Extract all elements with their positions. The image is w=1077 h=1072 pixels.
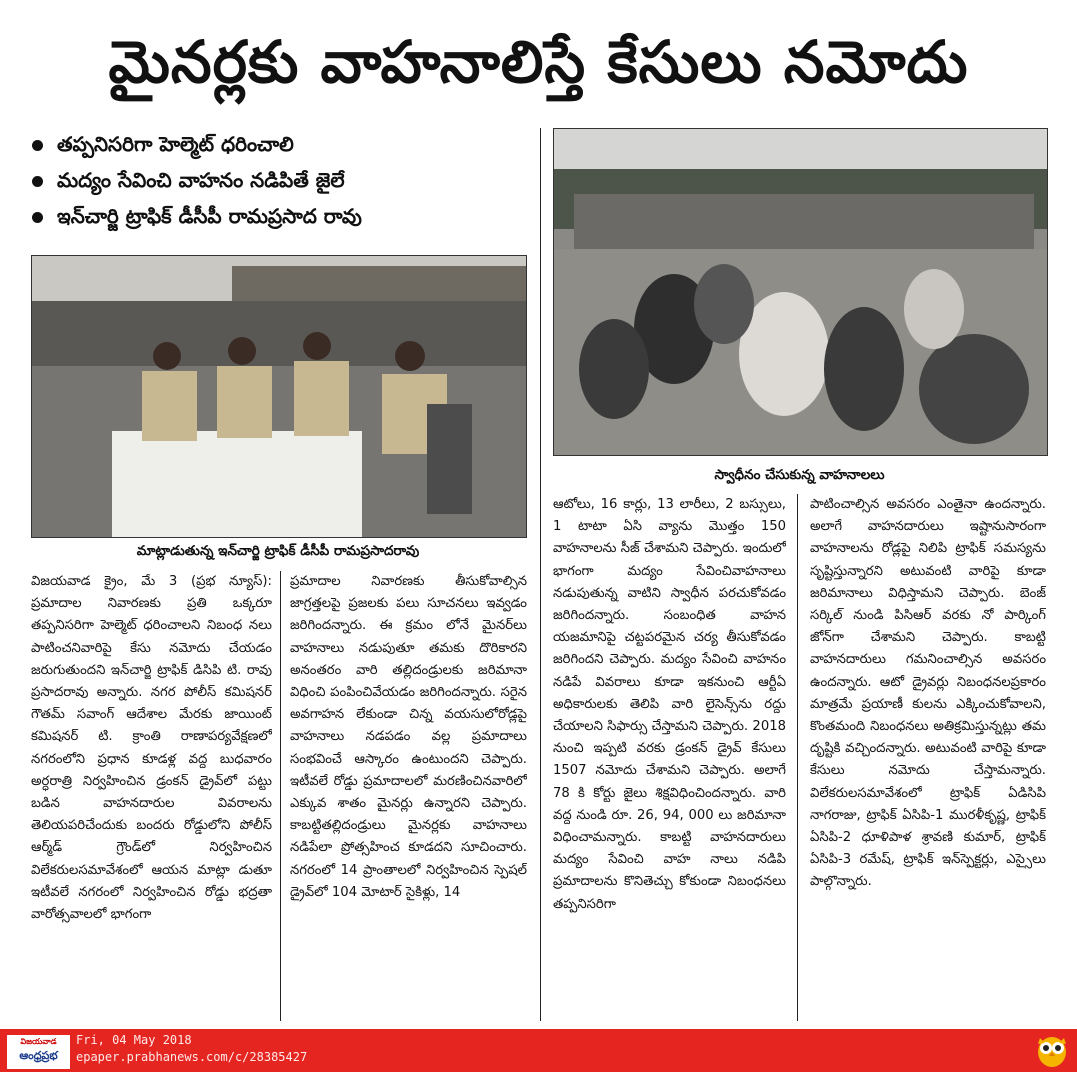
article-column-1: విజయవాడ క్రైం, మే 3 (ప్రభ న్యూస్): ప్రమాదాల నివారణకు ప్రతి ఒక్కరూ తప్పనిసరిగా హెల్మెట్ ధరించాలని నిబంధ నలు పాటించనివారిపై కేసు నమోదు చేయడం జరుగుతుందని ఇన్‌చార్జి ట్రాఫిక్ డిసిపి టి. రావు ప్రసాదరావు అన్నారు. నగర పోలీస్ కమిషనర్ గౌతమ్ సవాంగ్ ఆదేశాల మేరకు జాయింట్ కమిషనర్ టి. క్రాంతి రాణాపర్యవేక్షణలో నగరంలోని ప్రధాన కూడళ్ల వద్ద బుధవారం అర్ధరాత్రి నిర్వహించిన డ్రంకన్ డ్రైవ్‌లో పట్టు బడిన వాహనదారుల వివరాలను తెలియపరిచేందుకు బందరు రోడ్డులోని పోలీస్ ఆర్మ్‌డ్ గ్రౌండ్‌లో నిర్వహించిన విలేకరులసమావేశంలో ఆయన మాట్లా డుతూ ఇటీవలే నగరంలో నిర్వహించిన రోడ్డు భద్రతా వారోత్సవాలలో భాగంగా (31, 574, 272, 923)
epaper-footer (0, 1029, 1077, 1072)
article-column-3: ఆటోలు, 16 కార్లు, 13 లారీలు, 2 బస్సులు, 1 టాటా ఏసి వ్యాను మొత్తం 150 వాహనాలను సీజ్ చేశామని చెప్పారు. ఇందులో భాగంగా మద్యం సేవించివాహనాలు నడుపుతున్న వాటిని స్వాధీన పరచుకోవడం జరిగిందన్నారు. సంబంధిత వాహన యజమానిపై చట్టపరమైన చర్య తీసుకోవడం జరిగిందని చెప్పారు. మద్యం సేవించి వాహనం నడిపే వివరాలు కూడా ఇకనుంచి ఆర్టీఏ అధికారులకు తెలిపి వారి లైసెన్స్‌ను రద్దు చేయాలని సిఫార్సు చేస్తామని చెప్పారు. 2018 నుంచి ఇప్పటి వరకు డ్రంకన్ డ్రైవ్ కేసులు 1507 నమోదు చేశామని చెప్పారు. అలాగే 78 కి కోర్టు జైలు శిక్షవిధించిందన్నారు. వారి వద్ద నుండి రూ. 26, 94, 000 లు జరిమానా విధించామన్నారు. కాబట్టి వాహనదారులు మద్యం సేవించి వాహ నాలు నడిపి ప్రమాదాలను కొనితెచ్చు కోకుండా నిబంధనలు తప్పనిసరిగా (553, 497, 786, 912)
press-meet-caption: మాట్లాడుతున్న ఇన్‌చార్జి ట్రాఫిక్ డీసీపీ రామప్రసాదరావు (136, 543, 420, 559)
bullet-item: తప్పనిసరిగా హెల్మెట్ ధరించాలి (32, 126, 542, 162)
seized-vehicles-illustration (554, 129, 1047, 455)
bullet-dot-icon (32, 140, 43, 151)
bullet-dot-icon (32, 176, 43, 187)
owl-mascot-icon[interactable] (1035, 1032, 1069, 1068)
press-meet-illustration (32, 256, 526, 537)
column-divider (540, 128, 541, 1021)
article-column-4: పాటించాల్సిన అవసరం ఎంతైనా ఉందన్నారు. అలాగే వాహనదారులు ఇష్టానుసారంగా వాహనాలను రోడ్లపై నిలిపి ట్రాఫిక్ సమస్యను సృష్టిస్తున్నారని అటువంటి వారిపై కూడా జరిమానాలు విధిస్తామని చెప్పారు. బెంజ్ సర్కిల్ నుండి పిసిఆర్ వరకు నో పార్కింగ్ జోన్‌గా చేశామని చెప్పారు. కాబట్టి వాహనదారులు గమనించాల్సిన అవసరం ఉందన్నారు. ఆటో డ్రైవర్లు నిబంధనలప్రకారం మాత్రమే ప్రయాణీ కులను ఎక్కించుకోవాలని, కొంతమంది నిబంధనలు అతిక్రమిస్తున్నట్లు తమ దృష్టికి వచ్చిందన్నారు. అటువంటి వారిపై కూడా కేసులు నమోదు చేస్తామన్నారు. విలేకరులసమావేశంలో ట్రాఫిక్ ఏడిసిపి నాగరాజు, ట్రాఫిక్ ఏసిపి-1 మురళీకృష్ణ, ట్రాఫిక్ ఏసిపి-2 ధూళిపాళ శ్రావణి కుమార్, ట్రాఫిక్ ఏసిపి-3 రమేష్, ట్రాఫిక్ ఇన్‌స్పెక్టర్లు, ఎస్సైలు పాల్గొన్నారు. (810, 497, 1046, 890)
press-meet-photo (31, 255, 527, 538)
logo-edition: విజయవాడ (20, 1037, 57, 1046)
seized-vehicles-photo (553, 128, 1048, 456)
bullet-dot-icon (32, 212, 43, 223)
headline: మైనర్లకు వాహనాలిస్తే కేసులు నమోదు (108, 28, 969, 96)
article-column-2: ప్రమాదాల నివారణకు తీసుకోవాల్సిన జాగ్రత్తలపై ప్రజలకు పలు సూచనలు ఇవ్వడం జరిగిందన్నారు. ఈ క్రమం లోనే మైనర్‌లు వాహనాలు నడుపుతూ తమకు దొరికారని అనంతరం వారి తల్లిదండ్రులకు జరిమానా విధించి పంపించివేయడం జరిగిందన్నారు. సరైన అవగాహన లేకుండా చిన్న వయసులోరోడ్లపై వాహనాలు నడపడం వల్ల ప్రమాదాలు సంభవించే ఆస్కారం ఉంటుందని చెప్పారు. ఇటీవలే రోడ్డు ప్రమాదాలలో మరణించినవారిలో ఎక్కువ శాతం మైనర్లు ఉన్నారని చెప్పారు. కాబట్టితల్లిదండ్రులు మైనర్లకు వాహనాలు నడిపేలా ప్రోత్సహించ కూడదని సూచించారు. నగరంలో 14 ప్రాంతాలలో నిర్వహించిన స్పెషల్ డ్రైవ్‌లో 104 మోటార్ సైకిళ్లు, 14 (290, 574, 527, 900)
column-divider (280, 571, 281, 1021)
bullet-item: మద్యం సేవించి వాహనం నడిపితే జైలే (32, 162, 542, 198)
bullet-item: ఇన్‌చార్జి ట్రాఫిక్ డీసీపీ రామప్రసాద రావు (32, 198, 542, 234)
logo-title: ఆంధ్రప్రభ (19, 1049, 58, 1062)
column-divider (797, 494, 798, 1021)
bullet-list (32, 126, 542, 234)
seized-vehicles-caption: స్వాధీనం చేసుకున్న వాహనాలలు (714, 467, 885, 483)
prabha-logo[interactable] (7, 1035, 70, 1069)
footer-date: Fri, 04 May 2018 (76, 1033, 192, 1047)
footer-url[interactable]: epaper.prabhanews.com/c/28385427 (76, 1050, 308, 1064)
